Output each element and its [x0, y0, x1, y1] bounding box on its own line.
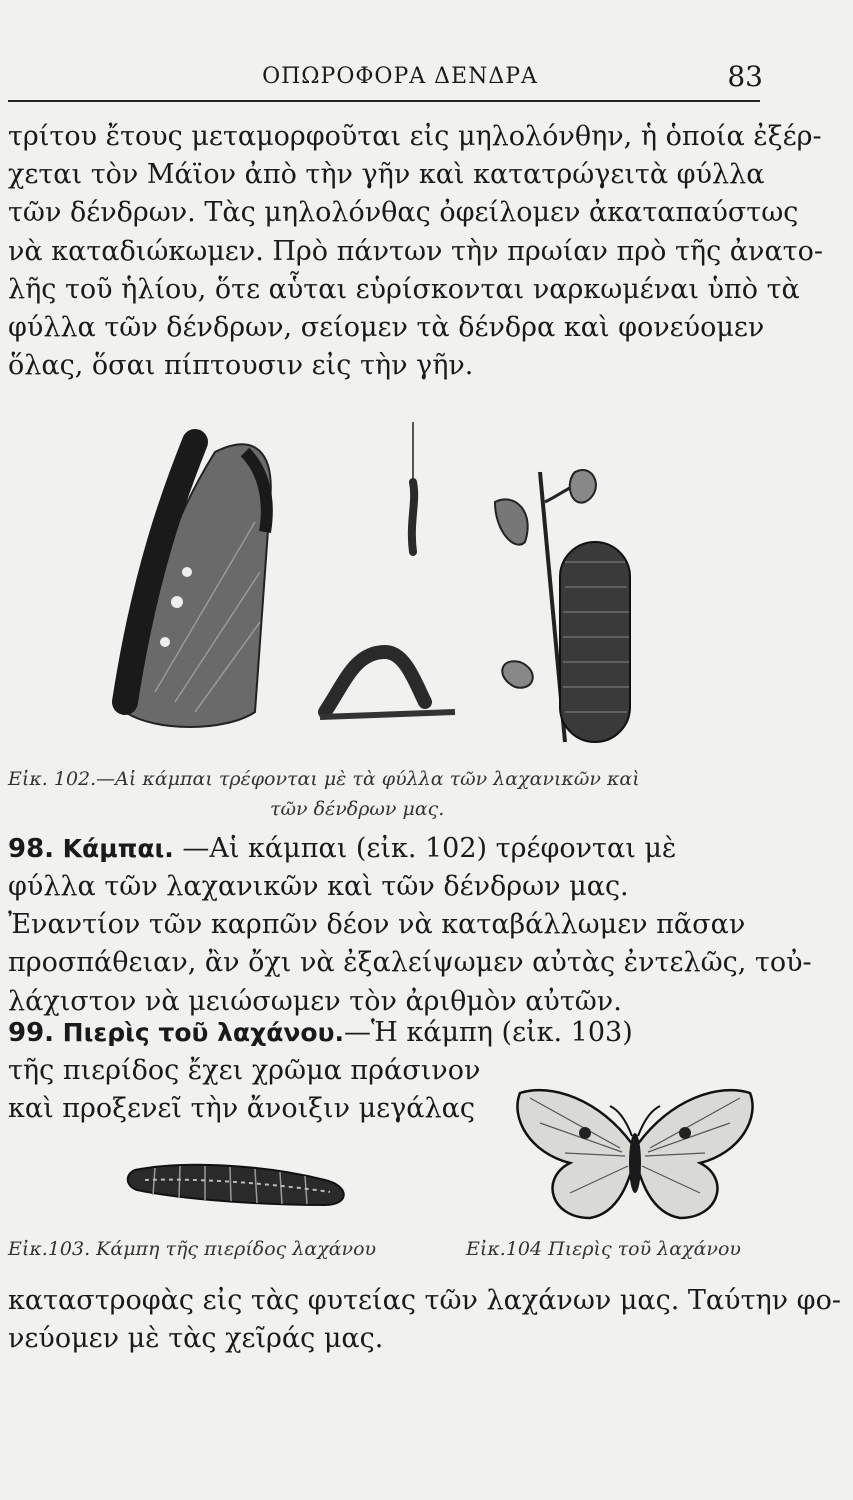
text-line: καταστροφὰς εἰς τὰς φυτείας τῶν λαχάνων μας. Ταύτην φο-: [8, 1285, 841, 1316]
section-99-heading-line: [8, 1014, 760, 1052]
section-99-body: [8, 1052, 481, 1128]
text-line: τῆς πιερίδος ἔχει χρῶμα πράσινον: [8, 1055, 481, 1086]
text-line: ὅλας, ὅσαι πίπτουσιν εἰς τὴν γῆν.: [8, 350, 474, 382]
header-rule: [8, 100, 760, 102]
text-run: —Ἡ κάμπη (εἰκ. 103): [344, 1017, 633, 1048]
text-run: —Αἱ κάμπαι (εἰκ. 102) τρέφονται μὲ: [182, 833, 677, 864]
hanging-caterpillar-drawing: [412, 422, 414, 552]
section-98-body: [8, 868, 812, 1021]
paragraph-mayfly: [8, 118, 823, 385]
caterpillars-illustration: [95, 412, 775, 752]
section-98-heading-line: [8, 830, 760, 868]
figure-102-caption: [8, 764, 760, 824]
text-line: προσπάθειαν, ἂν ὄχι νὰ ἐξαλείψωμεν αὐτὰς ἐντελῶς, τοὐ-: [8, 947, 812, 979]
caption-line: τῶν δένδρων μας.: [270, 798, 445, 820]
text-line: καὶ προξενεῖ τὴν ἄνοιξιν μεγάλας: [8, 1093, 476, 1125]
section-number: 98.: [8, 834, 55, 864]
section-number: 99.: [8, 1018, 55, 1048]
cabbage-butterfly-illustration: [510, 1078, 760, 1228]
text-line: χεται τὸν Μάϊον ἀπὸ τὴν γῆν καὶ κατατρώγειτὰ φύλλα: [8, 159, 765, 191]
section-title: Κάμπαι.: [62, 834, 174, 863]
branch-hairy-caterpillar-drawing: [495, 470, 630, 742]
section-title: Πιερὶς τοῦ λαχάνου.: [62, 1018, 344, 1047]
text-line: Ἐναντίον τῶν καρπῶν δέον νὰ καταβάλλωμεν πᾶσαν: [8, 909, 746, 941]
page-number: 83: [727, 60, 763, 93]
caption-line: Εἰκ. 102.—Αἱ κάμπαι τρέφονται μὲ τὰ φύλλα τῶν λαχανικῶν καὶ: [8, 768, 640, 790]
heading-line: [8, 1014, 760, 1052]
figure-103-caption: Εἰκ.103. Κάμπη τῆς πιερίδος λαχάνου: [8, 1238, 377, 1260]
text-line: νὰ καταδιώκωμεν. Πρὸ πάντων τὴν πρωίαν πρὸ τῆς ἀνατο-: [8, 235, 823, 267]
text-line: νεύομεν μὲ τὰς χεῖράς μας.: [8, 1323, 384, 1355]
text-line: τρίτου ἔτους μεταμορφοῦται εἰς μηλολόνθην, ἡ ὁποία ἐξέρ-: [8, 121, 822, 152]
text-line: λῆς τοῦ ἡλίου, ὅτε αὗται εὑρίσκονται ναρκωμέναι ὑπὸ τὰ: [8, 273, 800, 305]
text-line: φύλλα τῶν λαχανικῶν καὶ τῶν δένδρων μας.: [8, 871, 629, 902]
text-line: τῶν δένδρων. Τὰς μηλολόνθας ὀφείλομεν ἀκαταπαύστως: [8, 197, 799, 229]
text-line: λάχιστον νὰ μειώσωμεν τὸν ἀριθμὸν αὐτῶν.: [8, 985, 622, 1017]
running-head: ΟΠΩΡΟΦΟΡΑ ΔΕΝΔΡΑ: [262, 64, 538, 89]
leaf-caterpillar-drawing: [125, 442, 271, 727]
closing-paragraph: [8, 1282, 841, 1358]
heading-line: [8, 830, 760, 868]
looper-caterpillar-drawing: [320, 652, 455, 717]
figure-104-caption: Εἰκ.104 Πιερὶς τοῦ λαχάνου: [466, 1238, 741, 1260]
text-line: φύλλα τῶν δένδρων, σείομεν τὰ δένδρα καὶ φονεύομεν: [8, 312, 765, 344]
cabbage-caterpillar-illustration: [125, 1150, 355, 1220]
